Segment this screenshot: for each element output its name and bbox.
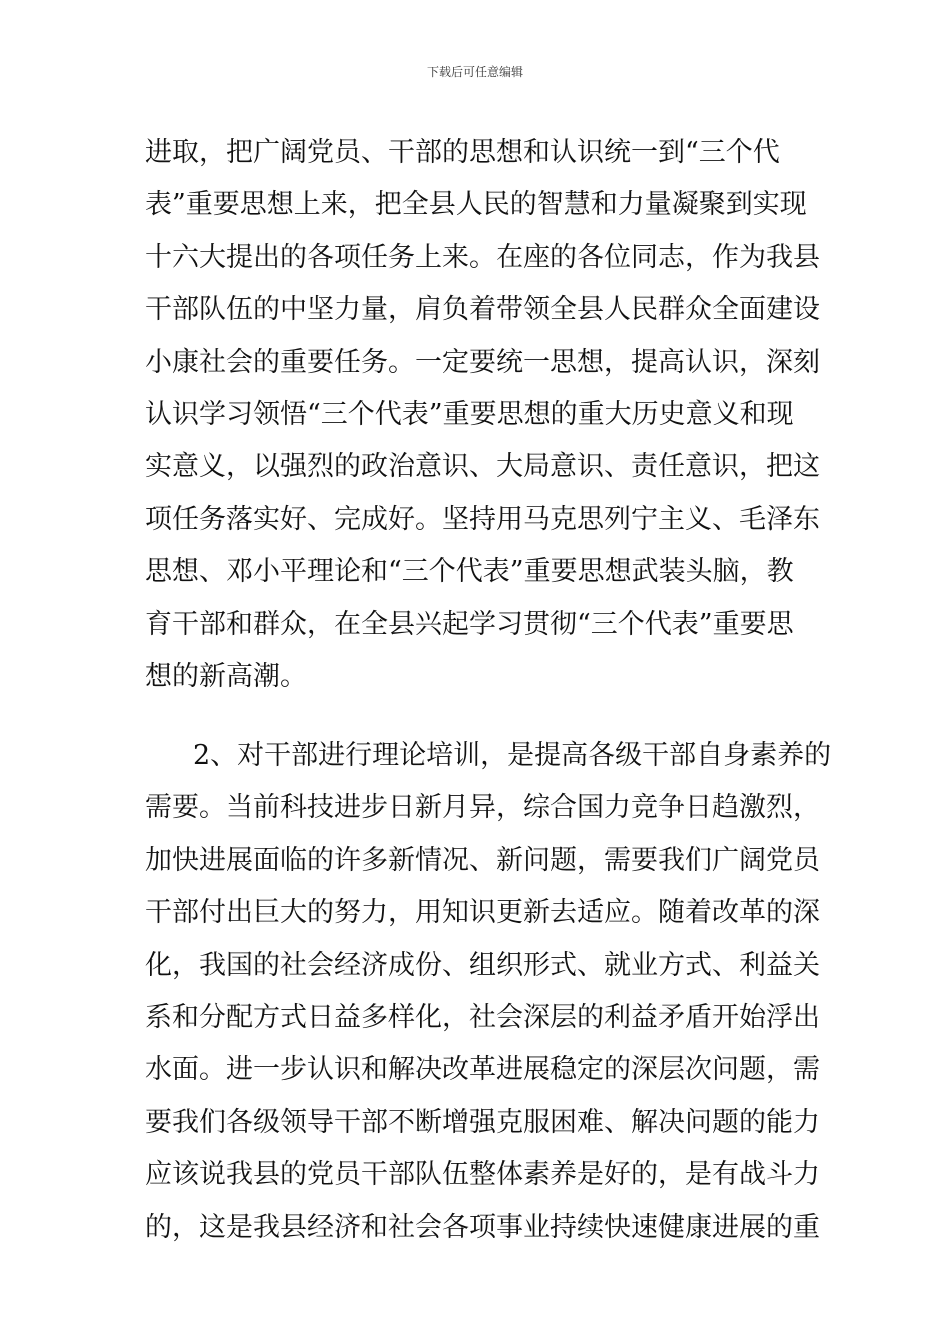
text-line: 项任务落实好、完成好。坚持用马克思列宁主义、毛泽东 bbox=[145, 503, 820, 535]
text-line: 系和分配方式日益多样化，社会深层的利益矛盾开始浮出 bbox=[145, 1001, 820, 1033]
text-line: 干部队伍的中坚力量，肩负着带领全县人民群众全面建设 bbox=[145, 294, 820, 326]
text-line: 想的新高潮。 bbox=[145, 660, 307, 692]
text-line: 水面。进一步认识和解决改革进展稳定的深层次问题，需 bbox=[145, 1054, 820, 1086]
text-line: 认识学习领悟“三个代表”重要思想的重大历史意义和现 bbox=[145, 398, 794, 430]
text-line: 思想、邓小平理论和“三个代表”重要思想武装头脑，教 bbox=[145, 556, 794, 588]
text-line: 十六大提出的各项任务上来。在座的各位同志，作为我县 bbox=[145, 241, 820, 273]
text-line: 2、对干部进行理论培训，是提高各级干部自身素养的 bbox=[193, 740, 832, 771]
text-line: 应该说我县的党员干部队伍整体素养是好的，是有战斗力 bbox=[145, 1159, 820, 1191]
paragraph-1 bbox=[145, 127, 825, 703]
text-line: 要我们各级领导干部不断增强克服困难、解决问题的能力 bbox=[145, 1106, 820, 1138]
page-header-note: 下载后可任意编辑 bbox=[426, 65, 523, 79]
text-line: 表”重要思想上来，把全县人民的智慧和力量凝聚到实现 bbox=[145, 189, 807, 221]
text-line: 进取，把广阔党员、干部的思想和认识统一到“三个代 bbox=[145, 137, 780, 168]
text-line: 干部付出巨大的努力，用知识更新去适应。随着改革的深 bbox=[145, 897, 820, 929]
text-line: 育干部和群众，在全县兴起学习贯彻“三个代表”重要思 bbox=[145, 608, 794, 640]
text-line: 小康社会的重要任务。一定要统一思想，提高认识，深刻 bbox=[145, 346, 820, 378]
paragraph-2 bbox=[145, 730, 832, 1254]
text-line: 需要。当前科技进步日新月异，综合国力竞争日趋激烈， bbox=[145, 792, 820, 824]
text-line: 实意义，以强烈的政治意识、大局意识、责任意识，把这 bbox=[145, 451, 820, 483]
text-line: 的，这是我县经济和社会各项事业持续快速健康进展的重 bbox=[145, 1211, 820, 1243]
text-line: 加快进展面临的许多新情况、新问题，需要我们广阔党员 bbox=[145, 844, 820, 876]
text-line: 化，我国的社会经济成份、组织形式、就业方式、利益关 bbox=[145, 949, 820, 981]
